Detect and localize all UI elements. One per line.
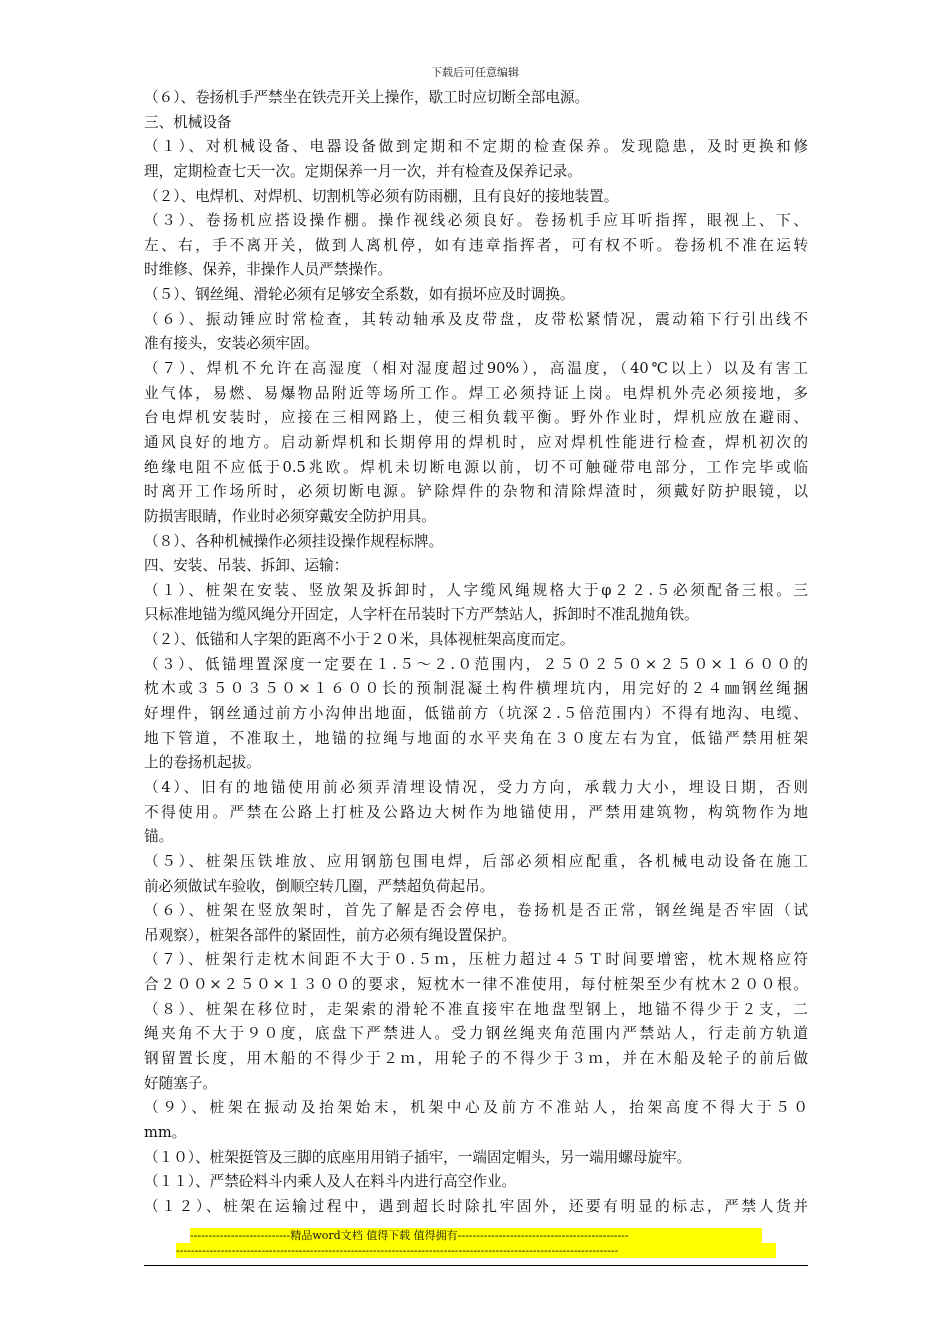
text-line: 四、安装、吊装、拆卸、运输： xyxy=(144,557,349,575)
text-line: （１１）、严禁砼料斗内乘人及人在料斗内进行高空作业。 xyxy=(144,1173,517,1191)
text-line: （５）、桩架压铁堆放、应用钢筋包围电焊，后部必须相应配重，各机械电动设备在施工 xyxy=(144,852,808,870)
text-line: （８）、桩架在移位时，走架索的滑轮不准直接牢在地盘型钢上，地锚不得少于２支，二 xyxy=(144,1000,808,1018)
text-line: （３）、低锚埋置深度一定要在１.５～２.０范围内，２５０２５０×２５０×１６００的 xyxy=(144,655,808,673)
text-line: （５）、钢丝绳、滑轮必须有足够安全系数，如有损坏应及时调换。 xyxy=(144,286,575,304)
text-line: 钢留置长度，用木船的不得少于２ｍ，用轮子的不得少于３ｍ，并在木船及轮子的前后做 xyxy=(144,1049,808,1067)
text-line: 通风良好的地方。启动新焊机和长期停用的焊机时，应对焊机性能进行检查，焊机初次的 xyxy=(144,433,808,451)
footer-rule xyxy=(144,1265,808,1266)
text-line: （１）、桩架在安装、竖放架及拆卸时，人字缆风绳规格大于φ２２.５必须配备三根。三 xyxy=(144,581,808,599)
text-line: （１０）、桩架挺管及三脚的底座用用销子插牢，一端固定帽头，另一端用螺母旋牢。 xyxy=(144,1148,692,1166)
document-body xyxy=(144,86,808,1219)
text-line: 枕木或３５０３５０×１６００长的预制混凝土构件横埋坑内，用完好的２４㎜钢丝绳捆 xyxy=(144,680,808,698)
text-line: 合２００×２５０×１３００的要求，短枕木一律不准使用，每付桩架至少有枕木２００根。 xyxy=(144,976,808,994)
footer-dash-line: ----------------------------------------------------------------------------------------------------------------------- xyxy=(176,1243,776,1258)
text-line: （4）、旧有的地锚使用前必须弄清埋设情况，受力方向，承载力大小，埋设日期，否则 xyxy=(144,778,808,796)
text-line: 好随塞子。 xyxy=(144,1074,217,1092)
text-line: 上的卷扬机起拔。 xyxy=(144,754,261,772)
text-line: 吊观察），桩架各部件的紧固性，前方必须有绳设置保护。 xyxy=(144,926,517,944)
text-line: 业气体，易燃、易爆物品附近等场所工作。焊工必须持证上岗。电焊机外壳必须接地，多 xyxy=(144,384,808,402)
text-line: （３）、卷扬机应搭设操作棚。操作视线必须良好。卷扬机手应耳听指挥，眼视上、下、 xyxy=(144,212,808,230)
text-line: 防损害眼睛，作业时必须穿戴安全防护用具。 xyxy=(144,507,436,525)
text-line: （１）、对机械设备、电器设备做到定期和不定期的检查保养。发现隐患，及时更换和修 xyxy=(144,138,808,156)
page-footer xyxy=(144,1228,808,1258)
text-line: （８）、各种机械操作必须挂设操作规程标牌。 xyxy=(144,532,444,550)
text-line: 不得使用。严禁在公路上打桩及公路边大树作为地锚使用，严禁用建筑物，构筑物作为地 xyxy=(144,803,808,821)
text-line: （９）、桩架在振动及抬架始末，机架中心及前方不准站人，抬架高度不得大于５０ xyxy=(144,1099,808,1117)
text-line: （６）、桩架在竖放架时，首先了解是否会停电，卷扬机是否正常，钢丝绳是否牢固（试 xyxy=(144,902,808,920)
text-line: 理，定期检查七天一次。定期保养一月一次，并有检查及保养记录。 xyxy=(144,162,582,180)
text-line: 绝缘电阻不应低于0.5兆欧。焊机未切断电源以前，切不可触碰带电部分，工作完毕或临 xyxy=(144,458,808,476)
text-line: （２）、低锚和人字架的距离不小于２０米，具体视桩架高度而定。 xyxy=(144,631,575,649)
text-line: 绳夹角不大于９０度，底盘下严禁进人。受力钢丝绳夹角范围内严禁站人，行走前方轨道 xyxy=(144,1025,808,1043)
text-line: 时离开工作场所时，必须切断电源。铲除焊件的杂物和清除焊渣时，须戴好防护眼镜，以 xyxy=(144,483,808,501)
text-line: （６）、振动锤应时常检查，其转动轴承及皮带盘，皮带松紧情况，震动箱下行引出线不 xyxy=(144,310,808,328)
text-line: （７）、焊机不允许在高湿度（相对湿度超过90%），高温度，（40℃以上）以及有害工 xyxy=(144,360,808,378)
text-line: （６）、卷扬机手严禁坐在铁壳开关上操作，歇工时应切断全部电源。 xyxy=(144,89,590,106)
text-line: 前必须做试车验收，倒顺空转几圈，严禁超负荷起吊。 xyxy=(144,877,495,895)
text-line: （１２）、桩架在运输过程中，遇到超长时除扎牢固外，还要有明显的标志，严禁人货并 xyxy=(144,1197,808,1215)
text-line: 台电焊机安装时，应接在三相网路上，使三相负载平衡。野外作业时，焊机应放在避雨、 xyxy=(144,409,808,427)
text-line: 只标准地锚为缆风绳分开固定，人字杆在吊装时下方严禁站人，拆卸时不准乱抛角铁。 xyxy=(144,606,699,624)
text-line: 锚。 xyxy=(144,828,174,846)
text-line: 地下管道，不准取土，地锚的拉绳与地面的水平夹角在３０度左右为宜，低锚严禁用桩架 xyxy=(144,729,808,747)
text-line: 准有接头，安装必须牢固。 xyxy=(144,335,320,353)
text-line: mm。 xyxy=(144,1123,187,1141)
page-header: 下载后可任意编辑 xyxy=(431,66,519,79)
text-line: （７）、桩架行走枕木间距不大于０.５ｍ，压桩力超过４５Ｔ时间要增密，枕木规格应符 xyxy=(144,951,808,969)
text-line: 三、机械设备 xyxy=(144,113,232,131)
footer-banner-line: ---------------------------精品word文档 值得下载 值得拥有---------------------------------------------- xyxy=(190,1228,762,1243)
text-line: 左、右，手不离开关，做到人离机停，如有违章指挥者，可有权不听。卷扬机不准在运转 xyxy=(144,236,808,254)
text-line: 好埋件，钢丝通过前方小沟伸出地面，低锚前方（坑深２.５倍范围内）不得有地沟、电缆、 xyxy=(144,705,808,723)
text-line: 时维修、保养，非操作人员严禁操作。 xyxy=(144,261,393,279)
text-line: （２）、电焊机、对焊机、切割机等必须有防雨棚，且有良好的接地装置。 xyxy=(144,187,619,205)
